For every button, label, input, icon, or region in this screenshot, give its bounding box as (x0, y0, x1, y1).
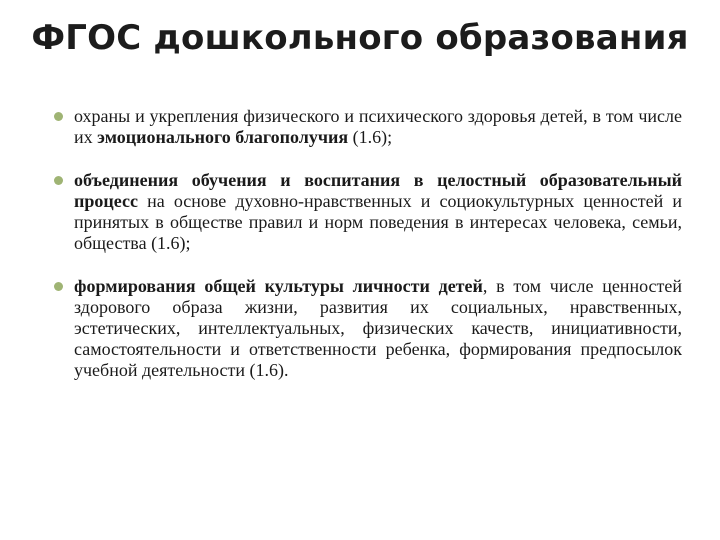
list-item-text (74, 170, 682, 254)
bullet-list (52, 106, 682, 403)
list-item (52, 276, 682, 381)
bold-text-segment: эмоционального благополучия (97, 127, 349, 147)
list-item (52, 170, 682, 254)
list-item (52, 106, 682, 148)
list-item-text (74, 106, 682, 148)
slide-title: ФГОС дошкольного образования (31, 18, 689, 58)
bold-text-segment: объединения обучения и воспитания в целостный образовательный процесс (74, 170, 682, 211)
text-segment: охраны и укрепления физического и психического здоровья детей, в том числе их (74, 106, 682, 147)
text-segment: (1.6); (348, 127, 393, 147)
bullet-icon (54, 282, 63, 291)
bullet-icon (54, 112, 63, 121)
text-segment: , в том числе ценностей здорового образа жизни, развития их социальных, нравственных, эстетических, интеллектуальных, физических качеств, инициативности, самостоятельности и ответственности ребенка, формирования предпосылок учебной деятельности (1.6). (74, 276, 683, 380)
bold-text-segment: формирования общей культуры личности детей (74, 276, 483, 296)
text-segment: на основе духовно-нравственных и социокультурных ценностей и принятых в обществе правил и норм поведения в интересах человека, семьи, общества (1.6); (74, 191, 682, 253)
bullet-icon (54, 176, 63, 185)
list-item-text (74, 276, 682, 381)
